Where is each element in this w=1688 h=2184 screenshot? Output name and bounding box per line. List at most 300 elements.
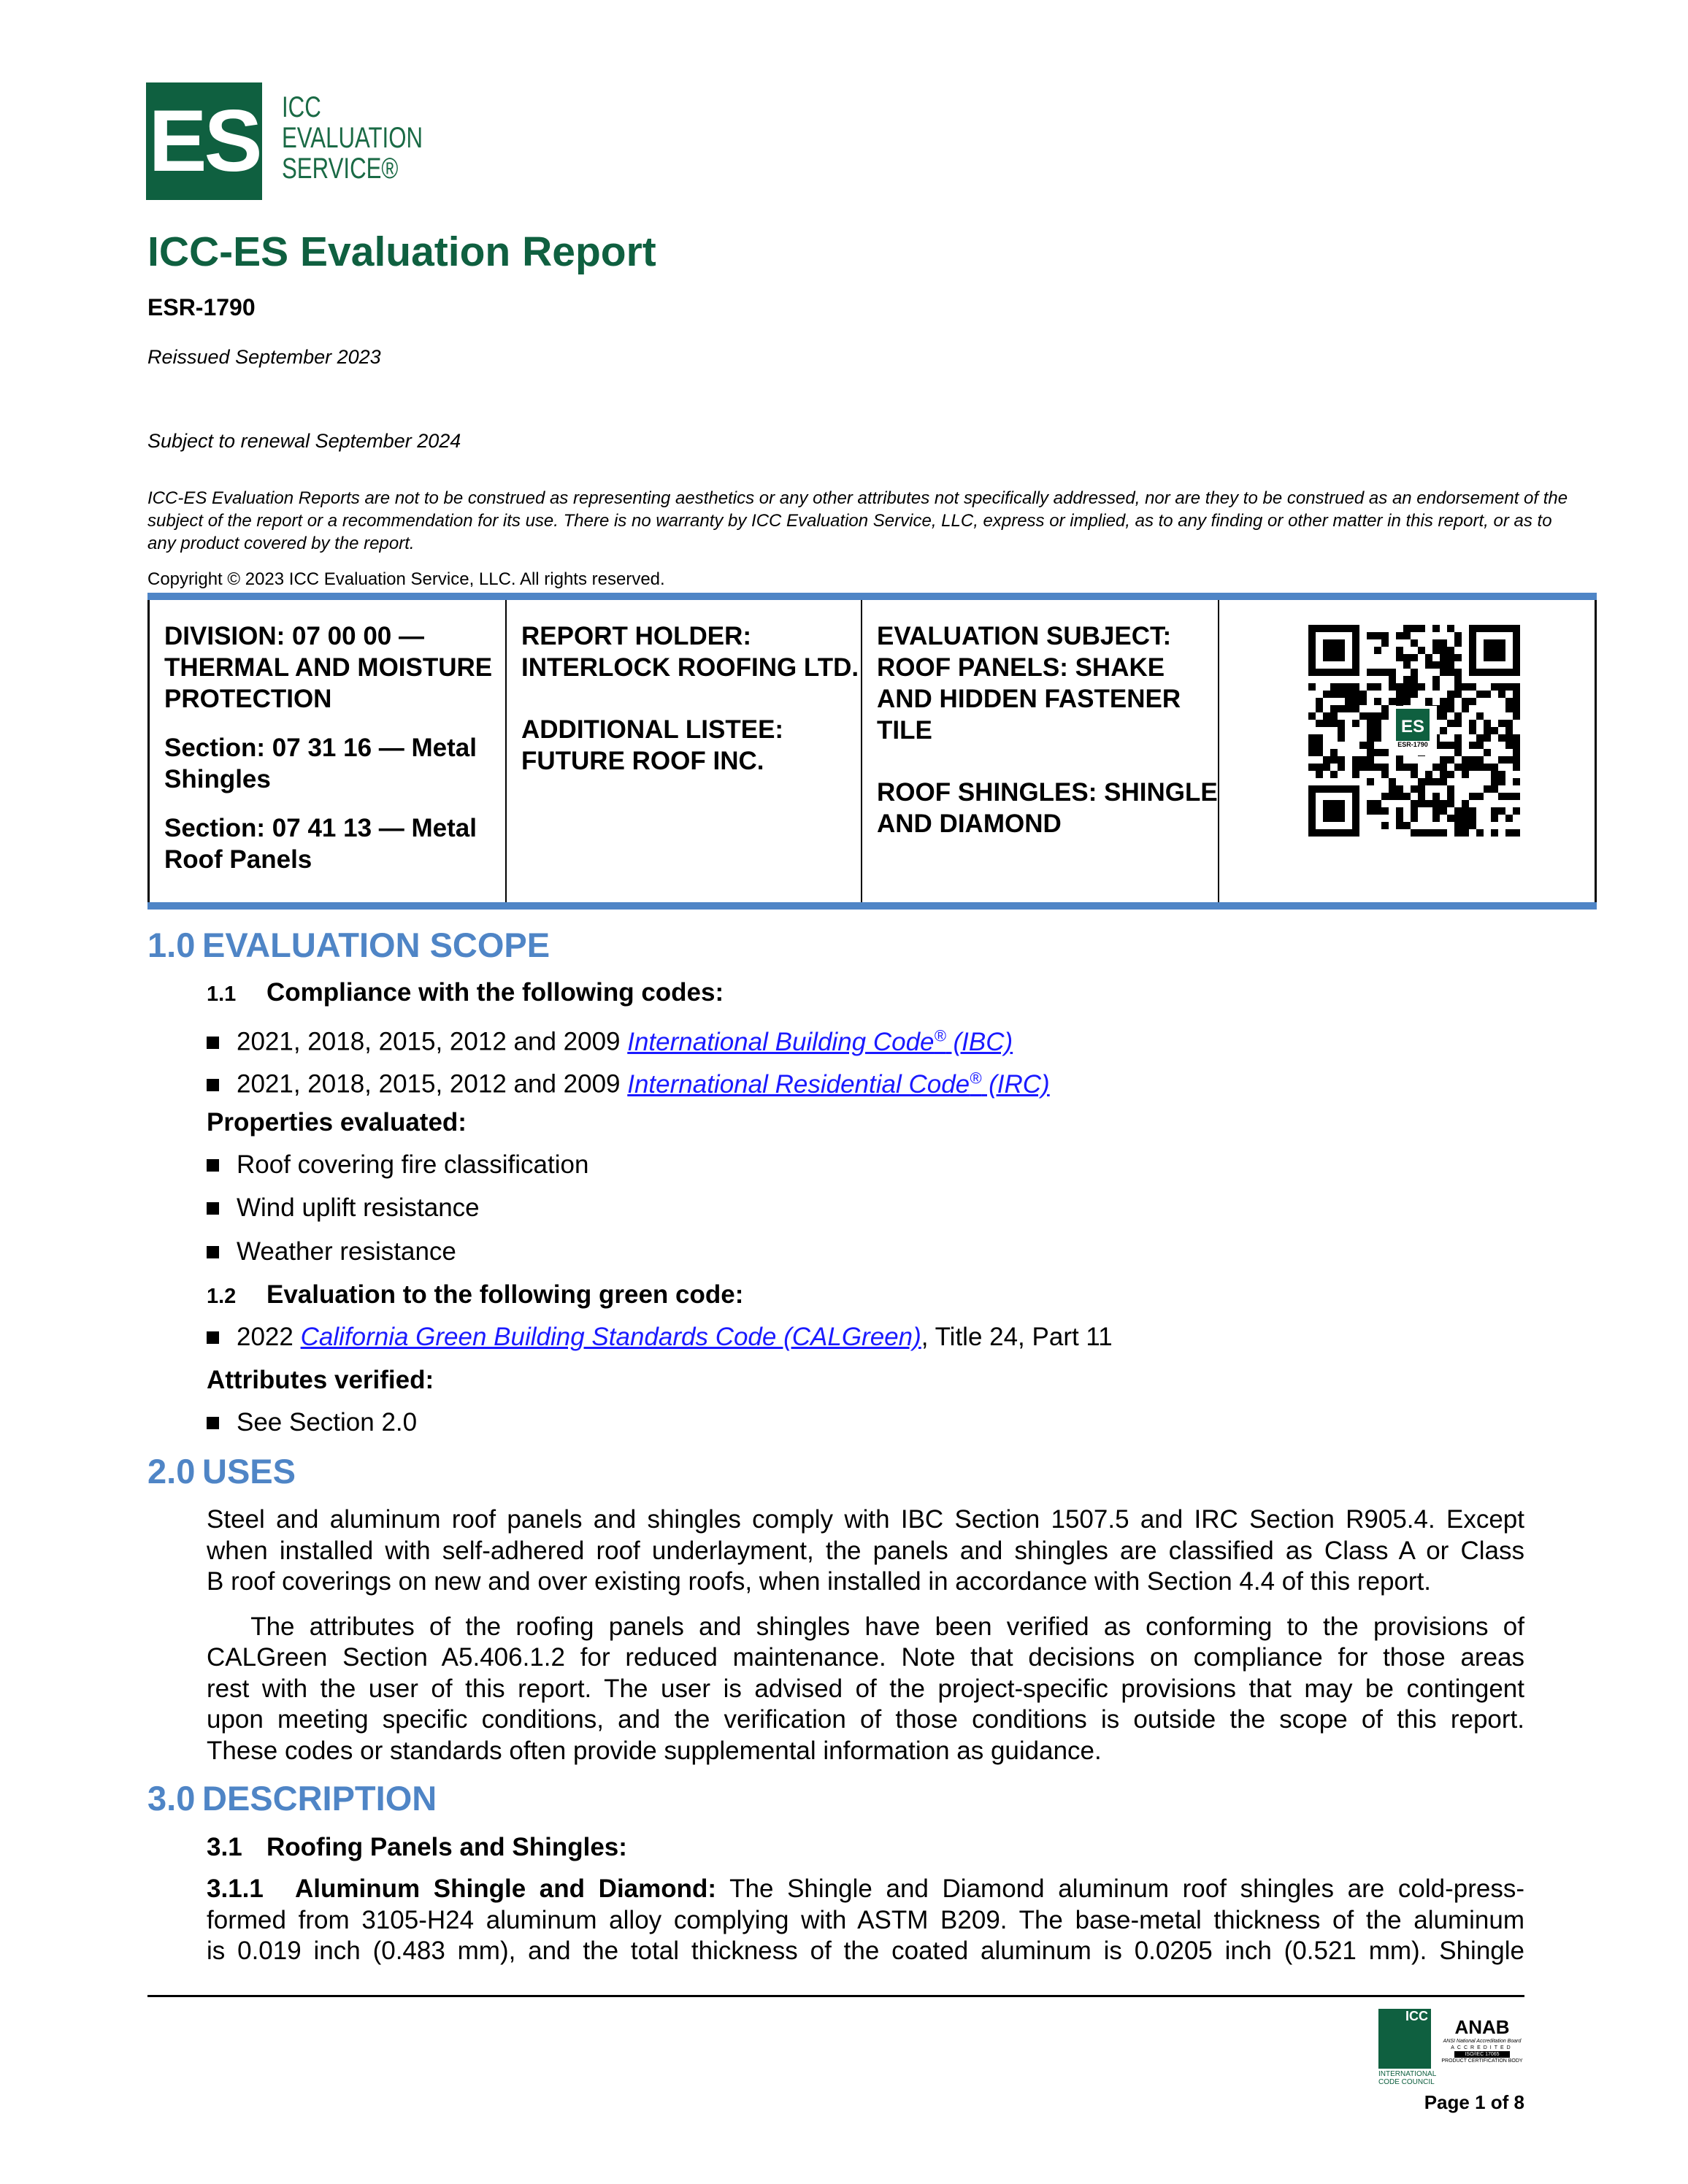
paragraph-line: These codes or standards often provide supplemental information as guidance. — [207, 1737, 1102, 1765]
qr-module — [1330, 756, 1338, 764]
qr-module — [1454, 829, 1462, 837]
qr-module — [1411, 764, 1418, 771]
qr-module — [1469, 793, 1476, 800]
qr-module — [1389, 785, 1396, 793]
qr-module — [1440, 742, 1447, 749]
qr-module — [1352, 771, 1359, 778]
qr-module — [1454, 807, 1462, 815]
qr-module — [1440, 727, 1447, 734]
qr-module — [1418, 800, 1425, 807]
qr-module — [1498, 720, 1505, 727]
qr-module — [1454, 683, 1462, 691]
qr-module — [1389, 676, 1396, 683]
qr-module — [1454, 822, 1462, 829]
qr-module — [1454, 676, 1462, 683]
qr-module — [1440, 669, 1447, 676]
qr-module — [1352, 720, 1359, 727]
qr-module — [1418, 683, 1425, 691]
qr-module — [1513, 683, 1520, 691]
qr-module — [1389, 698, 1396, 705]
qr-module — [1462, 683, 1469, 691]
copyright: Copyright © 2023 ICC Evaluation Service, LLC. All rights reserved. — [147, 569, 665, 589]
qr-module — [1425, 778, 1432, 785]
qr-module — [1462, 771, 1469, 778]
qr-module — [1484, 764, 1491, 771]
qr-module — [1418, 647, 1425, 654]
qr-module — [1513, 778, 1520, 785]
qr-module — [1403, 793, 1411, 800]
qr-module — [1316, 764, 1323, 771]
qr-module — [1367, 778, 1374, 785]
qr-module — [1447, 720, 1454, 727]
es-mini-logo: ES — [1396, 709, 1430, 741]
qr-module — [1425, 771, 1432, 778]
icc-logo: ICC — [1378, 2009, 1431, 2069]
qr-module — [1374, 632, 1381, 639]
qr-module — [1323, 691, 1330, 698]
qr-module — [1396, 691, 1403, 698]
qr-module — [1418, 625, 1425, 632]
qr-module — [1389, 793, 1396, 800]
bullet-icon — [207, 1331, 219, 1344]
qr-module — [1330, 683, 1338, 691]
qr-module — [1411, 625, 1418, 632]
qr-module — [1454, 815, 1462, 822]
qr-module — [1469, 756, 1476, 764]
calgreen-link[interactable]: California Green Building Standards Code (CALGreen) — [300, 1323, 921, 1351]
qr-module — [1359, 756, 1367, 764]
qr-module — [1352, 756, 1359, 764]
qr-module — [1454, 749, 1462, 756]
qr-module — [1338, 720, 1345, 727]
qr-module — [1403, 676, 1411, 683]
paragraph-line: 3.1.1 Aluminum Shingle and Diamond: The Shingle and Diamond aluminum roof shingles are cold-press- — [207, 1875, 1524, 1903]
qr-module — [1513, 764, 1520, 771]
qr-module — [1440, 829, 1447, 837]
qr-module — [1352, 764, 1359, 771]
qr-module — [1462, 756, 1469, 764]
logo-line: ICC — [282, 91, 321, 123]
qr-module — [1447, 742, 1454, 749]
qr-module — [1513, 691, 1520, 698]
qr-module — [1359, 742, 1367, 749]
qr-module — [1367, 742, 1374, 749]
qr-module — [1505, 742, 1513, 749]
qr-module — [1367, 712, 1374, 720]
qr-module — [1374, 727, 1381, 734]
qr-module — [1491, 807, 1498, 815]
qr-module — [1389, 778, 1396, 785]
qr-module — [1338, 734, 1345, 742]
qr-module — [1447, 647, 1454, 654]
qr-module — [1381, 705, 1389, 712]
qr-module — [1454, 639, 1462, 647]
qr-module — [1484, 749, 1491, 756]
report-holder: REPORT HOLDER: INTERLOCK ROOFING LTD. — [521, 622, 859, 682]
qr-module — [1454, 720, 1462, 727]
qr-module — [1367, 807, 1374, 815]
icc-es-logo-text — [282, 92, 423, 184]
bullet-icon — [207, 1037, 219, 1049]
footer-divider — [147, 1995, 1524, 1997]
bullet-icon — [207, 1417, 219, 1429]
section-2-heading: 2.0 USES — [147, 1452, 296, 1491]
qr-module — [1469, 822, 1476, 829]
qr-module — [1432, 647, 1440, 654]
qr-module — [1491, 727, 1498, 734]
qr-module — [1447, 793, 1454, 800]
qr-module — [1316, 742, 1323, 749]
bullet-icon — [207, 1079, 219, 1091]
qr-module — [1367, 727, 1374, 734]
subsection-3-1: 3.1 Roofing Panels and Shingles: — [207, 1833, 627, 1861]
qr-module — [1381, 807, 1389, 815]
qr-module — [1513, 756, 1520, 764]
qr-module — [1454, 742, 1462, 749]
bullet-icon — [207, 1246, 219, 1258]
qr-module — [1396, 793, 1403, 800]
qr-module — [1308, 734, 1316, 742]
qr-module — [1476, 691, 1484, 698]
qr-module — [1403, 625, 1411, 632]
qr-module — [1396, 654, 1403, 661]
anab-logo: ANAB ANSI National Accreditation Board ACCREDITED ISO/IEC 17065 PRODUCT CERTIFICATION BODY — [1441, 2016, 1523, 2064]
qr-module — [1454, 764, 1462, 771]
qr-module — [1316, 698, 1323, 705]
paragraph-line: formed from 3105-H24 aluminum alloy complying with ASTM B209. The base-metal thickness of the aluminum — [207, 1906, 1524, 1934]
qr-module — [1411, 800, 1418, 807]
qr-module — [1505, 815, 1513, 822]
qr-module — [1338, 756, 1345, 764]
qr-module — [1396, 698, 1403, 705]
qr-module — [1374, 698, 1381, 705]
qr-module — [1476, 764, 1484, 771]
qr-module — [1432, 764, 1440, 771]
qr-module — [1432, 676, 1440, 683]
qr-module — [1338, 705, 1345, 712]
qr-module — [1425, 829, 1432, 837]
qr-module — [1484, 785, 1491, 793]
qr-module — [1418, 778, 1425, 785]
qr-module — [1374, 647, 1381, 654]
qr-module — [1396, 756, 1403, 764]
qr-module — [1396, 815, 1403, 822]
qr-module — [1367, 800, 1374, 807]
qr-module — [1418, 793, 1425, 800]
qr-module — [1425, 698, 1432, 705]
qr-module — [1352, 705, 1359, 712]
qr-module — [1440, 661, 1447, 669]
qr-module — [1352, 683, 1359, 691]
qr-module — [1440, 698, 1447, 705]
section-3-heading: 3.0 DESCRIPTION — [147, 1779, 437, 1818]
qr-module — [1454, 632, 1462, 639]
qr-module — [1367, 764, 1374, 771]
qr-module — [1491, 764, 1498, 771]
qr-module — [1491, 785, 1498, 793]
qr-module — [1411, 683, 1418, 691]
property-item: Wind uplift resistance — [207, 1193, 480, 1223]
qr-module — [1432, 829, 1440, 837]
qr-module — [1411, 639, 1418, 647]
qr-module — [1476, 734, 1484, 742]
qr-module — [1476, 793, 1484, 800]
qr-module — [1440, 705, 1447, 712]
qr-module — [1447, 654, 1454, 661]
qr-module — [1440, 764, 1447, 771]
qr-module — [1505, 829, 1513, 837]
qr-module — [1316, 771, 1323, 778]
qr-module — [1381, 669, 1389, 676]
qr-module — [1462, 705, 1469, 712]
qr-module — [1513, 807, 1520, 815]
qr-module — [1381, 712, 1389, 720]
qr-module — [1352, 698, 1359, 705]
paragraph-line: The attributes of the roofing panels and shingles have been verified as conforming to the provisions of — [207, 1612, 1524, 1641]
qr-module — [1491, 771, 1498, 778]
attributes-label: Attributes verified: — [207, 1366, 434, 1394]
qr-module — [1323, 712, 1330, 720]
qr-module — [1381, 749, 1389, 756]
qr-module — [1396, 647, 1403, 654]
qr-module — [1476, 829, 1484, 837]
page-number: Page 1 of 8 — [1424, 2091, 1524, 2113]
qr-module — [1447, 771, 1454, 778]
qr-module — [1381, 793, 1389, 800]
section-1-heading: 1.0 EVALUATION SCOPE — [147, 926, 550, 964]
qr-module — [1396, 632, 1403, 639]
qr-module — [1338, 683, 1345, 691]
qr-module — [1462, 800, 1469, 807]
qr-module — [1447, 691, 1454, 698]
qr-module — [1484, 691, 1491, 698]
qr-module — [1491, 778, 1498, 785]
qr-module — [1440, 654, 1447, 661]
paragraph-line: when installed with self-adhered roof underlayment, the panels and shingles are classified as Class A or Class — [207, 1537, 1524, 1565]
qr-module — [1308, 749, 1316, 756]
qr-module — [1359, 698, 1367, 705]
qr-module — [1374, 749, 1381, 756]
qr-module — [1469, 742, 1476, 749]
qr-module — [1389, 683, 1396, 691]
qr-module — [1505, 683, 1513, 691]
subsection-1-1: 1.1 Compliance with the following codes: — [207, 978, 724, 1007]
qr-module — [1432, 625, 1440, 632]
qr-module — [1491, 683, 1498, 691]
qr-module — [1403, 691, 1411, 698]
qr-module — [1513, 829, 1520, 837]
qr-module — [1396, 764, 1403, 771]
qr-module — [1316, 720, 1323, 727]
icc-es-logo-mark: ES — [146, 82, 262, 200]
qr-module — [1462, 822, 1469, 829]
qr-module — [1454, 691, 1462, 698]
qr-module — [1403, 822, 1411, 829]
qr-module — [1498, 756, 1505, 764]
qr-module — [1440, 800, 1447, 807]
qr-module — [1418, 829, 1425, 837]
qr-module — [1447, 669, 1454, 676]
qr-label: ESR-1790 — [1397, 741, 1428, 748]
qr-module — [1440, 712, 1447, 720]
code-item-ibc: 2021, 2018, 2015, 2012 and 2009 International Building Code® (IBC) — [207, 1020, 1013, 1058]
subject-cell — [862, 600, 1219, 904]
paragraph-line: upon meeting specific conditions, and the verification of those conditions is outside the scope of this report. — [207, 1705, 1524, 1734]
ibc-link[interactable]: International Building Code® (IBC) — [627, 1026, 1013, 1056]
qr-module — [1381, 764, 1389, 771]
qr-module — [1411, 771, 1418, 778]
holder-cell — [507, 600, 862, 904]
qr-module — [1440, 639, 1447, 647]
properties-label: Properties evaluated: — [207, 1108, 467, 1137]
qr-module — [1316, 749, 1323, 756]
qr-module — [1432, 800, 1440, 807]
qr-module — [1447, 815, 1454, 822]
qr-module — [1447, 698, 1454, 705]
qr-module — [1498, 691, 1505, 698]
qr-module — [1330, 720, 1338, 727]
qr-module — [1308, 742, 1316, 749]
qr-module — [1469, 720, 1476, 727]
qr-module — [1374, 669, 1381, 676]
bullet-icon — [207, 1202, 219, 1215]
qr-module — [1498, 793, 1505, 800]
qr-module — [1425, 800, 1432, 807]
paragraph-line: B roof coverings on new and over existing roofs, when installed in accordance with Section 4.4 of this report. — [207, 1567, 1432, 1596]
qr-module — [1359, 712, 1367, 720]
qr-module — [1396, 785, 1403, 793]
qr-module — [1447, 705, 1454, 712]
qr-module — [1308, 712, 1316, 720]
paragraph-line: CALGreen Section A5.406.1.2 for reduced maintenance. Note that decisions on compliance for those areas — [207, 1643, 1524, 1672]
qr-module — [1469, 815, 1476, 822]
qr-module — [1330, 712, 1338, 720]
subsection-1-2: 1.2 Evaluation to the following green code: — [207, 1280, 744, 1309]
qr-module — [1367, 734, 1374, 742]
qr-module — [1359, 764, 1367, 771]
additional-listee: ADDITIONAL LISTEE: FUTURE ROOF INC. — [521, 715, 784, 775]
qr-module — [1374, 807, 1381, 815]
qr-module — [1381, 639, 1389, 647]
qr-module — [1513, 742, 1520, 749]
qr-module — [1454, 734, 1462, 742]
qr-module — [1505, 793, 1513, 800]
qr-module — [1447, 756, 1454, 764]
paragraph-line: rest with the user of this report. The user is advised of the project-specific provisions that may be contingent — [207, 1674, 1524, 1703]
paragraph-line: is 0.019 inch (0.483 mm), and the total thickness of the coated aluminum is 0.0205 inch (0.521 mm). Shingle — [207, 1937, 1524, 1965]
qr-module — [1411, 691, 1418, 698]
qr-module — [1476, 742, 1484, 749]
qr-module — [1316, 734, 1323, 742]
qr-module — [1345, 683, 1352, 691]
qr-module — [1469, 764, 1476, 771]
qr-module — [1411, 676, 1418, 683]
qr-module — [1374, 734, 1381, 742]
qr-module — [1484, 734, 1491, 742]
irc-link[interactable]: International Residential Code® (IRC) — [627, 1069, 1050, 1099]
qr-module — [1330, 749, 1338, 756]
qr-module — [1367, 749, 1374, 756]
bullet-icon — [207, 1159, 219, 1172]
qr-module — [1316, 705, 1323, 712]
qr-module — [1338, 727, 1345, 734]
qr-module — [1432, 807, 1440, 815]
qr-module — [1454, 712, 1462, 720]
attribute-item: See Section 2.0 — [207, 1407, 417, 1438]
qr-module — [1498, 807, 1505, 815]
qr-module — [1338, 764, 1345, 771]
qr-module — [1505, 720, 1513, 727]
qr-module — [1323, 756, 1330, 764]
qr-module — [1389, 669, 1396, 676]
qr-module — [1411, 785, 1418, 793]
qr-module — [1491, 815, 1498, 822]
qr-module — [1330, 691, 1338, 698]
qr-module — [1403, 654, 1411, 661]
qr-module — [1469, 807, 1476, 815]
qr-module — [1367, 632, 1374, 639]
page-title: ICC-ES Evaluation Report — [147, 228, 656, 275]
qr-module — [1330, 705, 1338, 712]
qr-module — [1432, 815, 1440, 822]
qr-module — [1505, 734, 1513, 742]
logo-line: SERVICE® — [282, 153, 399, 185]
qr-module — [1432, 661, 1440, 669]
qr-module — [1374, 800, 1381, 807]
qr-module — [1425, 661, 1432, 669]
qr-module — [1411, 829, 1418, 837]
qr-module — [1403, 632, 1411, 639]
code-item-irc: 2021, 2018, 2015, 2012 and 2009 International Residential Code® (IRC) — [207, 1063, 1050, 1100]
qr-module — [1440, 756, 1447, 764]
qr-module — [1469, 698, 1476, 705]
qr-module — [1432, 793, 1440, 800]
qr-module — [1432, 639, 1440, 647]
qr-module — [1403, 661, 1411, 669]
qr-module — [1513, 705, 1520, 712]
qr-module — [1513, 712, 1520, 720]
qr-module — [1323, 764, 1330, 771]
icc-logo-text: INTERNATIONAL CODE COUNCIL — [1378, 2070, 1437, 2086]
qr-module — [1367, 756, 1374, 764]
qr-module — [1381, 822, 1389, 829]
qr-module — [1345, 691, 1352, 698]
qr-module — [1381, 632, 1389, 639]
qr-module — [1425, 654, 1432, 661]
qr-module — [1403, 764, 1411, 771]
qr-module — [1374, 720, 1381, 727]
qr-module — [1462, 815, 1469, 822]
qr-module — [1447, 800, 1454, 807]
qr-module — [1476, 756, 1484, 764]
qr-module — [1396, 807, 1403, 815]
property-item: Roof covering fire classification — [207, 1150, 588, 1180]
green-code-item: 2022 California Green Building Standards Code (CALGreen), Title 24, Part 11 — [207, 1322, 1113, 1353]
qr-module — [1345, 705, 1352, 712]
report-number: ESR-1790 — [147, 294, 256, 320]
qr-module — [1403, 698, 1411, 705]
qr-module — [1498, 683, 1505, 691]
qr-module — [1396, 822, 1403, 829]
qr-module — [1374, 764, 1381, 771]
qr-module — [1513, 734, 1520, 742]
qr-module — [1308, 764, 1316, 771]
reissued-date: Reissued September 2023 — [147, 346, 381, 368]
paragraph-line: Steel and aluminum roof panels and shingles comply with IBC Section 1507.5 and IRC Section R905.4. Except — [207, 1505, 1524, 1534]
qr-module — [1418, 785, 1425, 793]
qr-module — [1505, 727, 1513, 734]
qr-module — [1330, 771, 1338, 778]
